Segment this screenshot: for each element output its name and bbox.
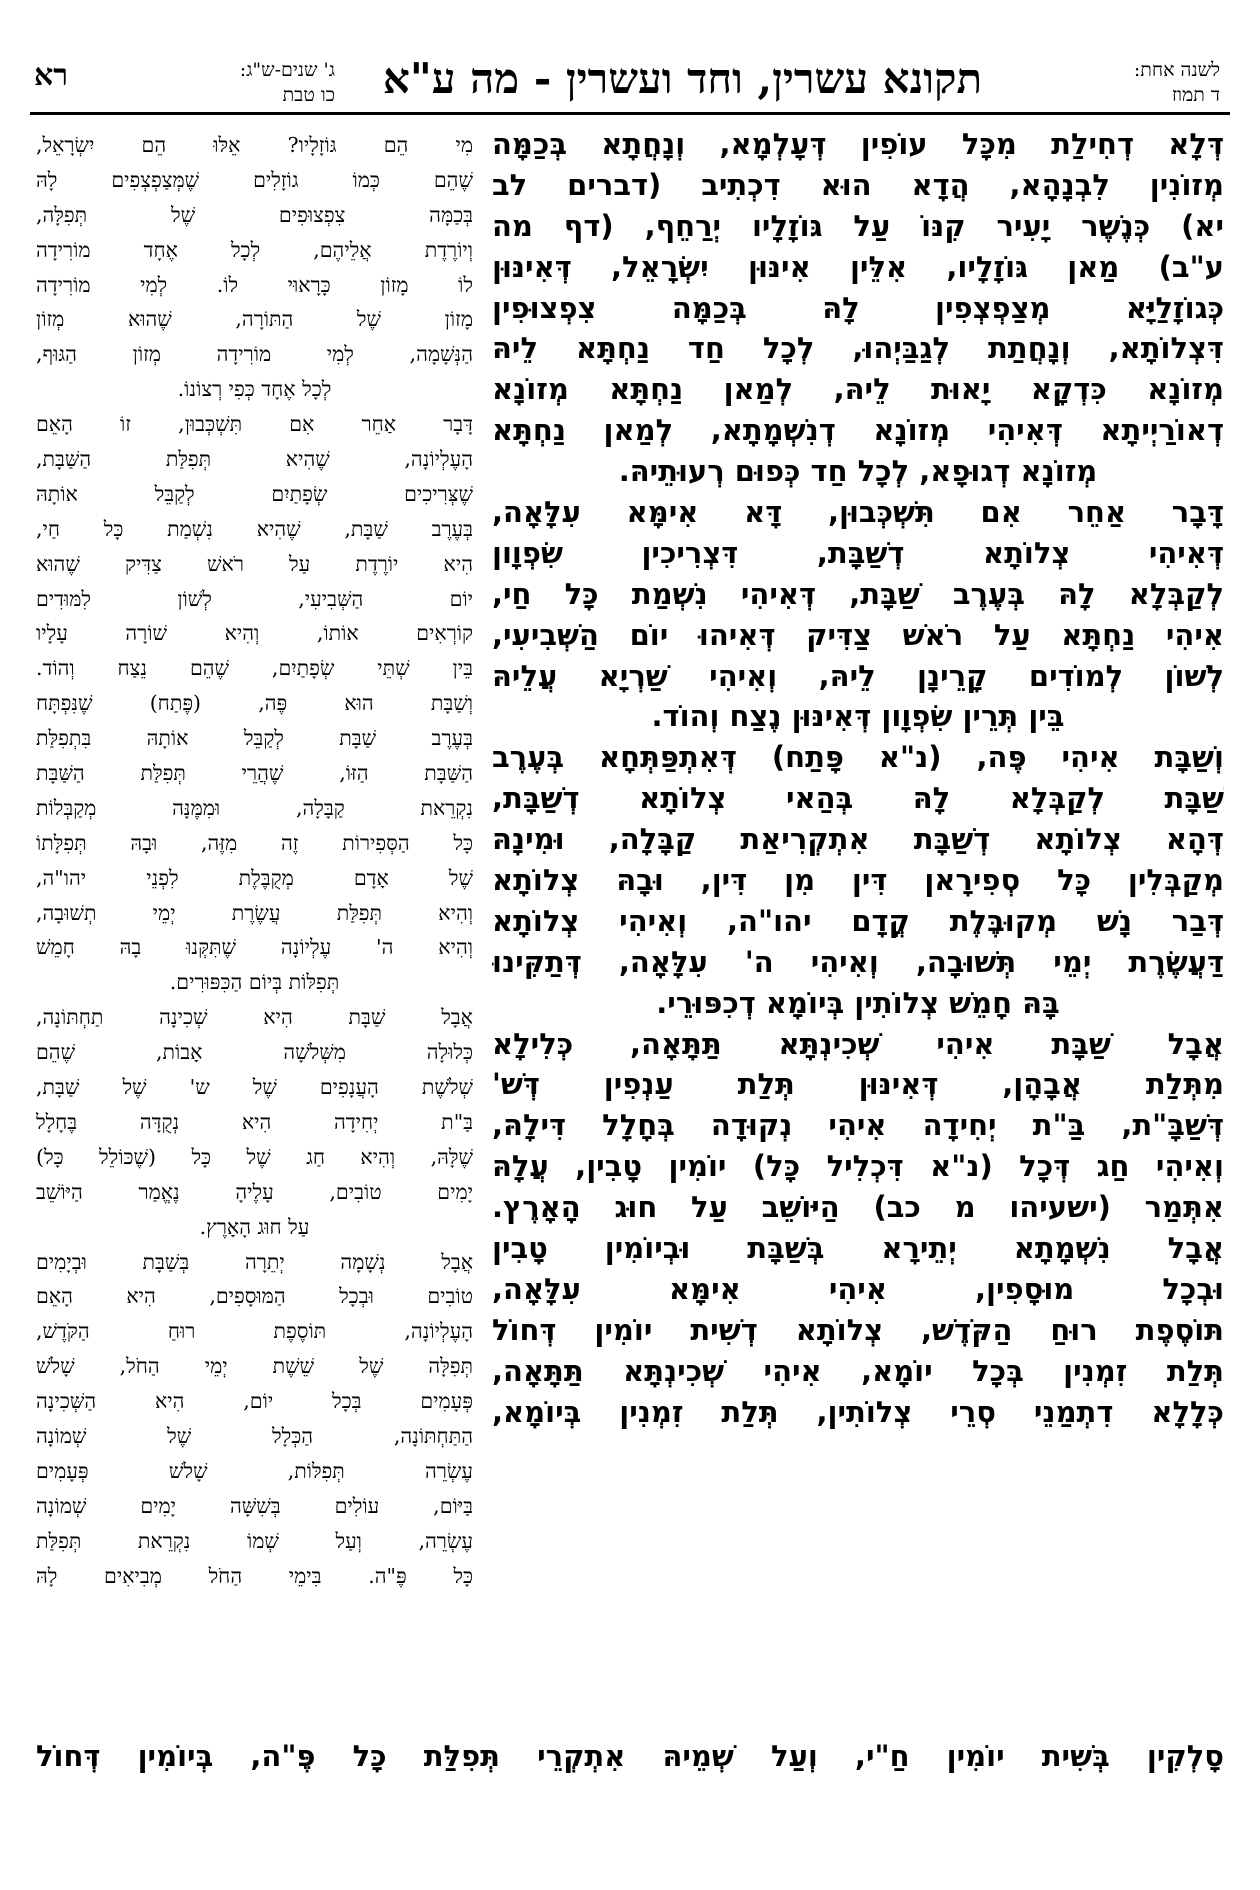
- commentary-line: עֶשְׂרֵה תְּפִלּוֹת, שָׁלֹשׁ פְּעָמִים: [36, 1458, 473, 1483]
- commentary-line: כָּל פֶּ"ה. בִּימֵי הַחֹל מְבִיאִים לָהּ: [36, 1563, 473, 1588]
- commentary-line: הַתַּחְתּוֹנָה, הַכְּלָל שֶׁל שְׁמוֹנָה: [36, 1423, 473, 1448]
- commentary-line: הַשַּׁבָּת הַזּוֹ, שֶׁהֲרֵי תְּפִלַּת הַשַּׁבָּת: [36, 761, 473, 786]
- commentary-line: עֶשְׂרֵה, וְעַל שְׁמוֹ נִקְרֵאת תְּפִלַּת: [36, 1528, 473, 1553]
- commentary-line: וְהִיא ה' עֶלְיוֹנָה שֶׁתִּקְּנוּ בָהּ חָמֵשׁ: [36, 935, 473, 960]
- header-alt-date-block: [135, 58, 335, 108]
- main-text-line: דְאוֹרַיְיתָא דְּאִיהִי מְזוֹנָא דְנִשְׁמָתָא, לְמַאן נַחְתָּא: [492, 413, 1224, 448]
- commentary-line: שֶׁלָּהּ, וְהִיא חַג שֶׁל כָּל (שֶׁכּוֹלֵל כָּל): [36, 1144, 473, 1169]
- commentary-line: בְּכַמָּה צִפְצוּפִים שֶׁל תְּפִלָּה,: [36, 202, 473, 227]
- commentary-line: מָזוֹן שֶׁל הַתּוֹרָה, שֶׁהוּא מְזוֹן: [36, 307, 473, 332]
- main-text-line: מְזוֹנִין לִבְנָהָא, הֲדָא הוּא דִכְתִיב (דברים לב: [492, 167, 1224, 202]
- commentary-line: שְׁלֹשֶׁת הָעֲנָפִים שֶׁל ש' שֶׁל שַׁבָּת,: [36, 1075, 473, 1100]
- main-text-line: וְאִיהִי חַג דְּכָל (נ"א דִּכְלִיל כָּל) יוֹמִין טָבִין, עֲלָהּ: [492, 1149, 1224, 1184]
- main-text-line: דָּבָר אַחֵר אִם תִּשְׁכְּבוּן, דָּא אִימָּא עִלָּאָה,: [492, 495, 1224, 530]
- main-text-line: בָּהּ חָמֵשׁ צְלוֹתִין בְּיוֹמָא דְכִפּוּרֵי.: [656, 985, 1060, 1020]
- main-text-line: תּוֹסֶפֶת רוּחַ הַקֹּדֶשׁ, צְלוֹתָא דְשִׁית יוֹמִין דְּחוֹל: [492, 1312, 1224, 1347]
- commentary-line: שֶׁצְּרִיכִים שְׂפָתַיִם לְקַבֵּל אוֹתָהּ: [36, 481, 473, 506]
- main-text-line: דְּאִיהִי צְלוֹתָא דְשַׁבָּת, דִּצְרִיכִין שִׂפְוָון: [492, 535, 1224, 570]
- main-text-column: [492, 124, 1224, 1729]
- commentary-line: מִי הֵם גּוֹזָלָיו? אֵלּוּ הֵם יִשְׂרָאֵל,: [36, 133, 473, 157]
- commentary-line: יָמִים טוֹבִים, עָלֶיהָ נֶאֱמַר הַיּוֹשֵׁב: [36, 1179, 473, 1204]
- main-text-line: כְּלָלָא דִתְמַנֵי סְרֵי צְלוֹתִין, תְּלַת זִמְנִין בְּיוֹמָא,: [492, 1394, 1224, 1429]
- commentary-column: [36, 128, 473, 1728]
- bottom-text: [36, 1734, 1224, 1778]
- commentary-line: אֲבָל נְשָׁמָה יְתֵרָה בְּשַׁבָּת וּבְיָמִים: [36, 1249, 473, 1274]
- commentary-line: תְּפִלָּה שֶׁל שֵׁשֶׁת יְמֵי הַחֹל, שָׁלֹשׁ: [36, 1354, 473, 1379]
- main-text-line: לְקַבְּלָא לָהּ בְּעֶרֶב שַׁבָּת, דְּאִיהִי נִשְׁמַת כָּל חַי,: [492, 576, 1224, 611]
- commentary-line: וְשַׁבָּת הוּא פֶּה, (פֶּתַח) שֶׁנִּפְתָּח: [36, 691, 473, 716]
- commentary-line: בַּיּוֹם, עוֹלִים בְּשִׁשָּׁה יָמִים שְׁמוֹנָה: [36, 1493, 473, 1518]
- commentary-line: נִקְרֵאת קַבָּלָה, וּמִמֶּנָּה מְקַבְּלוֹת: [36, 795, 473, 820]
- commentary-line: תְּפִלּוֹת בְּיוֹם הַכִּפּוּרִים.: [169, 970, 340, 995]
- commentary-line: הָעֶלְיוֹנָה, תּוֹסֶפֶת רוּחַ הַקֹּדֶשׁ,: [36, 1319, 473, 1344]
- commentary-line: דָּבָר אַחֵר אִם תִּשְׁכְּבוּן, זוֹ הָאֵם: [36, 412, 473, 437]
- commentary-line: שֶׁל אָדָם מְקֻבֶּלֶת לִפְנֵי יהו"ה,: [36, 865, 473, 890]
- main-text-line: דְּהָא צְלוֹתָא דְשַׁבָּת אִתְקְרִיאַת קַבָּלָה, וּמִינָהּ: [492, 822, 1224, 857]
- main-text-line: יא) כְּנֶשֶׁר יָעִיר קִנּוֹ עַל גּוֹזָלָיו יְרַחֵף, (דף מה: [492, 208, 1224, 243]
- main-text-line: אִתְּמַר (ישעיהו מ כב) הַיּוֹשֵׁב עַל חוּג הָאָרֶץ.: [492, 1190, 1224, 1225]
- main-text-line: מְקַבְּלִין כָּל סְפִירָאן דִּין מִן דִּין, וּבָהּ צְלוֹתָא: [492, 863, 1224, 898]
- commentary-line: קוֹרְאִים אוֹתוֹ, וְהִיא שׁוֹרָה עָלָיו: [36, 621, 473, 646]
- commentary-line: וְיוֹרֶדֶת אֲלֵיהֶם, לְכָל אֶחָד מוֹרִידָה: [36, 237, 473, 262]
- main-text-line: וּבְכָל מוּסָפִין, אִיהִי אִימָּא עִלָּאָה,: [492, 1271, 1224, 1306]
- header-date: ד תמוז: [1171, 84, 1220, 106]
- main-text-line: אֲבָל שַׁבָּת אִיהִי שְׁכִינְתָּא תַּתָּאָה, כְּלִילָא: [492, 1026, 1224, 1061]
- commentary-line: בֵּין שְׁתֵּי שְׂפָתַיִם, שֶׁהֵם נֵצַח וְהוֹד.: [36, 656, 473, 681]
- header-date-block: [1050, 58, 1220, 108]
- commentary-line: הָעֶלְיוֹנָה, שֶׁהִיא תְּפִלַּת הַשַּׁבָּת,: [36, 447, 473, 472]
- main-text-line: דַּעֲשֶׂרֶת יְמֵי תְּשׁוּבָה, וְאִיהִי ה' עִלָּאָה, דְּתַקִּינוּ: [492, 944, 1224, 979]
- commentary-line: שֶׁהֵם כְּמוֹ גוֹזָלִים שֶׁמְּצַפְצְפִים לָהּ: [36, 167, 473, 192]
- main-text-line: כְּגוֹזָלַיָּא מְצַפְצְפִין לָהּ בְּכַמָּה צִפְצוּפִין: [492, 290, 1224, 325]
- commentary-line: בְּעֶרֶב שַׁבָּת, שֶׁהִיא נִשְׁמַת כָּל חַי,: [36, 516, 473, 541]
- commentary-line: יוֹם הַשְּׁבִיעִי, לְשׁוֹן לִמּוּדִים: [36, 586, 473, 611]
- commentary-line: פְּעָמִים בְּכָל יוֹם, הִיא הַשְּׁכִינָה: [36, 1389, 473, 1414]
- main-text-line: לְשׁוֹן לְמוֹדִים קָרֵינָן לֵיהּ, וְאִיהִי שַׁרְיָא עֲלֵיהּ: [492, 658, 1224, 693]
- commentary-line: בְּעֶרֶב שַׁבָּת לְקַבֵּל אוֹתָהּ בִּתְפִלַּת: [36, 726, 473, 751]
- bottom-text-line: סָלְקִין בְּשִׁית יוֹמִין חַ"י, וְעַל שְׁמֵיהּ אִתְקְרֵי תְּפִלַּת כָּל פֶּ"ה, בְּיוֹמִין דְּחוֹל: [36, 1739, 1224, 1773]
- commentary-line: בַּ"ת יְחִידָה הִיא נְקֻדָּה בֶּחָלָל: [36, 1109, 473, 1134]
- commentary-line: אֲבָל שַׁבָּת הִיא שְׁכִינָה תַחְתּוֹנָה,: [36, 1005, 473, 1030]
- main-text-line: תְּלַת זִמְנִין בְּכָל יוֹמָא, אִיהִי שְׁכִינְתָּא תַּתָּאָה,: [492, 1353, 1224, 1388]
- main-text-line: מְזוֹנָא דְגוּפָא, לְכָל חַד כְּפוּם רְעוּתֵיהּ.: [618, 454, 1098, 489]
- main-text-line: בֵּין תְּרֵין שִׂפְוָון דְּאִינּוּן נֶצַח וְהוֹד.: [651, 699, 1065, 734]
- header-divider: [30, 112, 1230, 115]
- header-alt-date: כו טבת: [282, 84, 335, 106]
- main-text-line: דְּבַר נָשׁ מְקוּבֶּלֶת קֳדָם יהו"ה, וְאִיהִי צְלוֹתָא: [492, 903, 1224, 938]
- commentary-line: טוֹבִים וּבְכָל הַמּוּסָפִים, הִיא הָאֵם: [36, 1284, 473, 1309]
- commentary-line: הִיא יוֹרֶדֶת עַל רֹאשׁ צַדִּיק שֶׁהוּא: [36, 551, 473, 576]
- main-text-line: מְזוֹנָא כִּדְקָא יָאוּת לֵיהּ, לְמַאן נַחְתָּא מְזוֹנָא: [492, 372, 1224, 407]
- commentary-line: וְהִיא תְּפִלַּת עֲשֶׂרֶת יְמֵי תְשׁוּבָה,: [36, 900, 473, 925]
- main-text-line: מִתְּלַת אֲבָהָן, דְּאִינּוּן תְּלַת עַנְפִין דְּשׁ': [492, 1067, 1224, 1102]
- commentary-line: לְכָל אֶחָד כְּפִי רְצוֹנוֹ.: [177, 377, 332, 402]
- page-number: רא: [34, 58, 68, 93]
- main-text-line: שַׁבָּת לְקַבְּלָא לָהּ בְּהַאי צְלוֹתָא דְשַׁבָּת,: [492, 781, 1224, 816]
- header-schedule-label: לשנה אחת:: [1133, 59, 1220, 81]
- commentary-line: לוֹ מָזוֹן כָּרָאוּי לוֹ. לְמִי מוֹרִידָה: [36, 272, 473, 297]
- page-title: תקונא עשרין, וחד ועשרין - מה ע"א: [382, 54, 983, 103]
- main-text-line: אֲבָל נִשְׁמָתָא יְתֵירָא בְּשַׁבָּת וּבְיוֹמִין טָבִין: [492, 1231, 1224, 1266]
- main-text-line: דִּצְלוֹתָא, וְנָחֲתַת לְגַבַּיְהוּ, לְכָל חַד נַחְתָּא לֵיהּ: [492, 331, 1224, 366]
- commentary-line: הַנְּשָׁמָה, לְמִי מוֹרִידָה מְזוֹן הַגּוּף,: [36, 342, 473, 367]
- header-alt-schedule-label: ג' שנים-ש"ג:: [239, 59, 335, 81]
- commentary-line: כָּל הַסְּפִירוֹת זֶה מִזֶּה, וּבָהּ תְּפִלָּתוֹ: [36, 830, 473, 855]
- main-text-line: ע"ב) מַאן גּוֹזָלָיו, אִלֵּין אִינּוּן יִשְׂרָאֵל, דְּאִינּוּן: [492, 249, 1224, 284]
- commentary-line: עַל חוּג הָאָרֶץ.: [199, 1214, 310, 1239]
- main-text-line: וְשַׁבָּת אִיהִי פֶּה, (נ"א פָּתַח) דְּאִתְפַּתְּחָא בְּעֶרֶב: [492, 740, 1224, 775]
- main-text-line: אִיהִי נַחְתָּא עַל רֹאשׁ צַדִּיק דְּאִיהוּ יוֹם הַשְּׁבִיעִי,: [492, 617, 1224, 652]
- main-text-line: דְּשַׁבָּ"ת, בַּ"ת יְחִידָה אִיהִי נְקוּדָה בְּחָלָל דִּילָהּ,: [492, 1108, 1224, 1143]
- main-text-line: דְּלָא דְחִילַת מִכָּל עוֹפִין דְּעָלְמָא, וְנָחֲתָא בְּכַמָּה: [492, 127, 1224, 161]
- commentary-line: כְּלוּלָה מִשְּׁלֹשָׁה אָבוֹת, שֶׁהֵם: [36, 1040, 473, 1065]
